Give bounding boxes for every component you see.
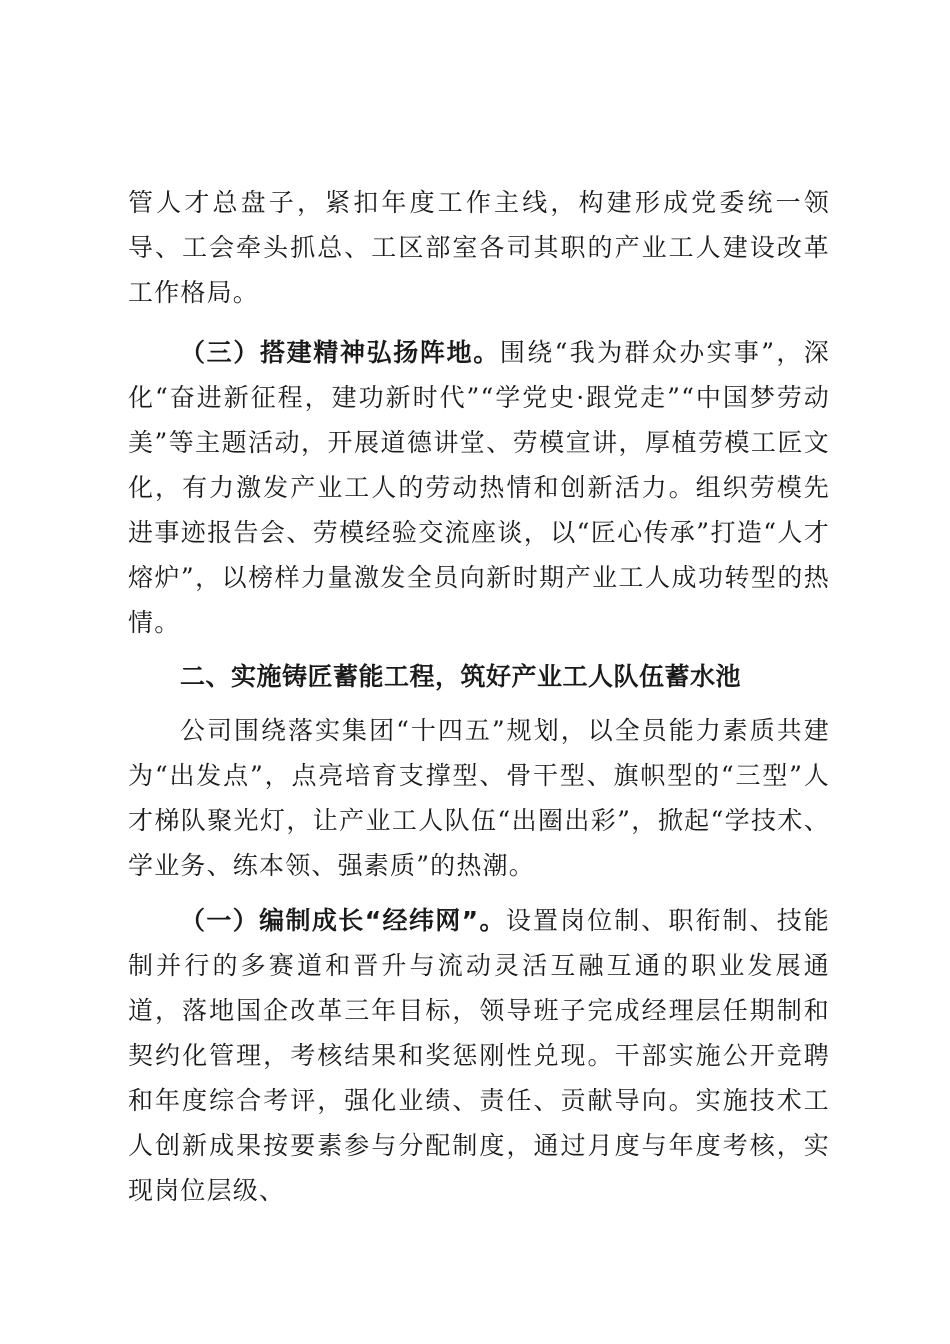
section-3-paragraph [128, 330, 830, 645]
chapter-2-heading: 二、实施铸匠蓄能工程，筑好产业工人队伍蓄水池 [180, 662, 742, 691]
section-3-title: （三）搭建精神弘扬阵地。 [180, 338, 500, 367]
section-3-body: 围绕“我为群众办实事”，深化“奋进新征程，建功新时代”“学党史·跟党走”“中国梦劳动美”等主题活动，开展道德讲堂、劳模宣讲，厚植劳模工匠文化，有力激发产业工人的劳动热情和创新活力。组织劳模先进事迹报告会、劳模经验交流座谈，以“匠心传承”打造“人才熔炉”，以榜样力量激发全员向新时期产业工人成功转型的热情。 [128, 338, 830, 637]
section-1-title: （一）编制成长“经纬网”。 [180, 906, 506, 935]
paragraph-continuation: 管人才总盘子，紧扣年度工作主线，构建形成党委统一领导、工会牵头抓总、工区部室各司其职的产业工人建设改革工作格局。 [128, 188, 830, 307]
chapter-2-intro: 公司围绕落实集团“十四五”规划，以全员能力素质共建为“出发点”，点亮培育支撑型、骨干型、旗帜型的“三型”人才梯队聚光灯，让产业工人队伍“出圈出彩”，掀起“学技术、学业务、练本领、强素质”的热潮。 [128, 716, 830, 880]
section-1-body: 设置岗位制、职衔制、技能制并行的多赛道和晋升与流动灵活互融互通的职业发展通道，落地国企改革三年目标，领导班子完成经理层任期制和契约化管理，考核结果和奖惩刚性兑现。干部实施公开竞聘和年度综合考评，强化业绩、责任、贡献导向。实施技术工人创新成果按要素参与分配制度，通过月度与年度考核，实现岗位层级、 [128, 906, 830, 1205]
section-1-paragraph [128, 898, 830, 1213]
